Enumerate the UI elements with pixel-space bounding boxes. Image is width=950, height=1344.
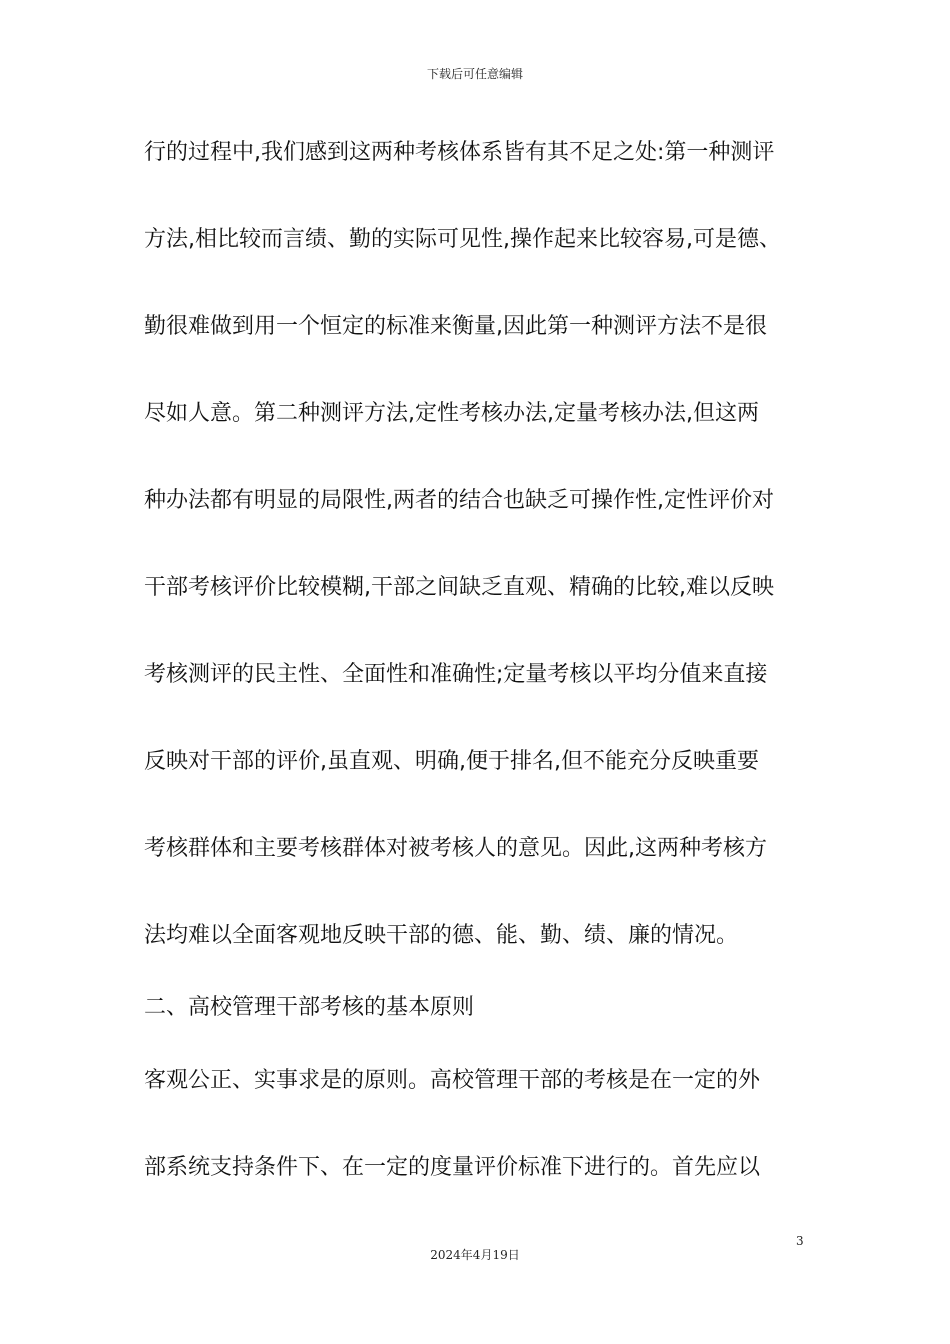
section-heading: 二、高校管理干部考核的基本原则 <box>144 995 475 1020</box>
body-line-3: 勤很难做到用一个恒定的标准来衡量,因此第一种测评方法不是很 <box>144 314 767 339</box>
body-line-8: 反映对干部的评价,虽直观、明确,便于排名,但不能充分反映重要 <box>144 749 759 774</box>
body-line-6: 干部考核评价比较模糊,干部之间缺乏直观、精确的比较,难以反映 <box>144 575 774 600</box>
page-number: 3 <box>796 1234 804 1248</box>
body-line-13: 部系统支持条件下、在一定的度量评价标准下进行的。首先应以 <box>144 1155 761 1180</box>
body-line-1: 行的过程中,我们感到这两种考核体系皆有其不足之处:第一种测评 <box>144 140 775 165</box>
page-header: 下载后可任意编辑 <box>426 67 523 81</box>
body-line-4: 尽如人意。第二种测评方法,定性考核办法,定量考核办法,但这两 <box>144 401 759 426</box>
body-line-7: 考核测评的民主性、全面性和准确性;定量考核以平均分值来直接 <box>144 662 768 687</box>
body-line-12: 客观公正、实事求是的原则。高校管理干部的考核是在一定的外 <box>144 1068 761 1093</box>
body-line-5: 种办法都有明显的局限性,两者的结合也缺乏可操作性,定性评价对 <box>144 488 774 513</box>
body-line-2: 方法,相比较而言绩、勤的实际可见性,操作起来比较容易,可是德、 <box>144 227 781 252</box>
footer-date: 2024年4月19日 <box>430 1248 520 1262</box>
body-line-10: 法均难以全面客观地反映干部的德、能、勤、绩、廉的情况。 <box>144 923 739 948</box>
body-line-9: 考核群体和主要考核群体对被考核人的意见。因此,这两种考核方 <box>144 836 767 861</box>
